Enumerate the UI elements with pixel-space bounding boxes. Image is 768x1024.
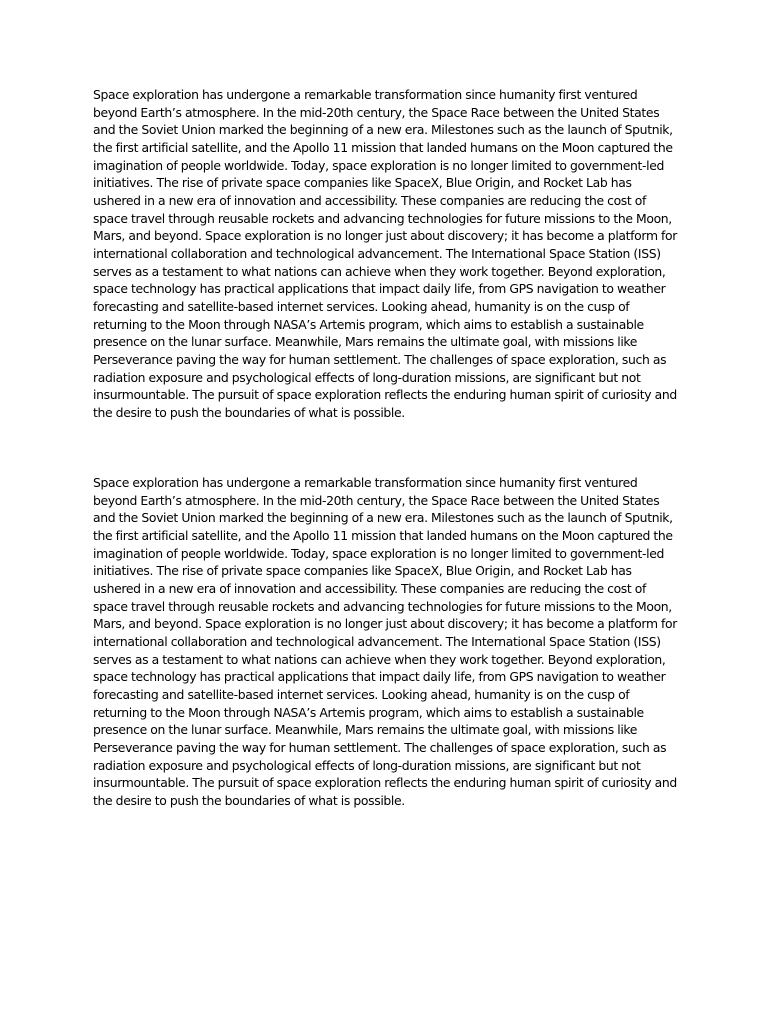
body-paragraph-2: Space exploration has undergone a remarkable transformation since humanity first ventured beyond Earth’s atmosphere. In the mid-20th century, the Space Race between the United States and the Soviet Union marked the beginning of a new era. Milestones such as the launch of Sputnik, the first artificial satellite, and the Apollo 11 mission that landed humans on the Moon captured the imagination of people worldwide. Today, space exploration is no longer limited to government-led initiatives. The rise of private space companies like SpaceX, Blue Origin, and Rocket Lab has ushered in a new era of innovation and accessibility. These companies are reducing the cost of space travel through reusable rockets and advancing technologies for future missions to the Moon, Mars, and beyond. Space exploration is no longer just about discovery; it has become a platform for international collaboration and technological advancement. The International Space Station (ISS) serves as a testament to what nations can achieve when they work together. Beyond exploration, space technology has practical applications that impact daily life, from GPS navigation to weather forecasting and satellite-based internet services. Looking ahead, humanity is on the cusp of returning to the Moon through NASA’s Artemis program, which aims to establish a sustainable presence on the lunar surface. Meanwhile, Mars remains the ultimate goal, with missions like Perseverance paving the way for human settlement. The challenges of space exploration, such as radiation exposure and psychological effects of long-duration missions, are significant but not insurmountable. The pursuit of space exploration reflects the enduring human spirit of curiosity and the desire to push the boundaries of what is possible. [93,475,678,808]
body-paragraph-1: Space exploration has undergone a remarkable transformation since humanity first ventured beyond Earth’s atmosphere. In the mid-20th century, the Space Race between the United States and the Soviet Union marked the beginning of a new era. Milestones such as the launch of Sputnik, the first artificial satellite, and the Apollo 11 mission that landed humans on the Moon captured the imagination of people worldwide. Today, space exploration is no longer limited to government-led initiatives. The rise of private space companies like SpaceX, Blue Origin, and Rocket Lab has ushered in a new era of innovation and accessibility. These companies are reducing the cost of space travel through reusable rockets and advancing technologies for future missions to the Moon, Mars, and beyond. Space exploration is no longer just about discovery; it has become a platform for international collaboration and technological advancement. The International Space Station (ISS) serves as a testament to what nations can achieve when they work together. Beyond exploration, space technology has practical applications that impact daily life, from GPS navigation to weather forecasting and satellite-based internet services. Looking ahead, humanity is on the cusp of returning to the Moon through NASA’s Artemis program, which aims to establish a sustainable presence on the lunar surface. Meanwhile, Mars remains the ultimate goal, with missions like Perseverance paving the way for human settlement. The challenges of space exploration, such as radiation exposure and psychological effects of long-duration missions, are significant but not insurmountable. The pursuit of space exploration reflects the enduring human spirit of curiosity and the desire to push the boundaries of what is possible. [93,87,678,420]
